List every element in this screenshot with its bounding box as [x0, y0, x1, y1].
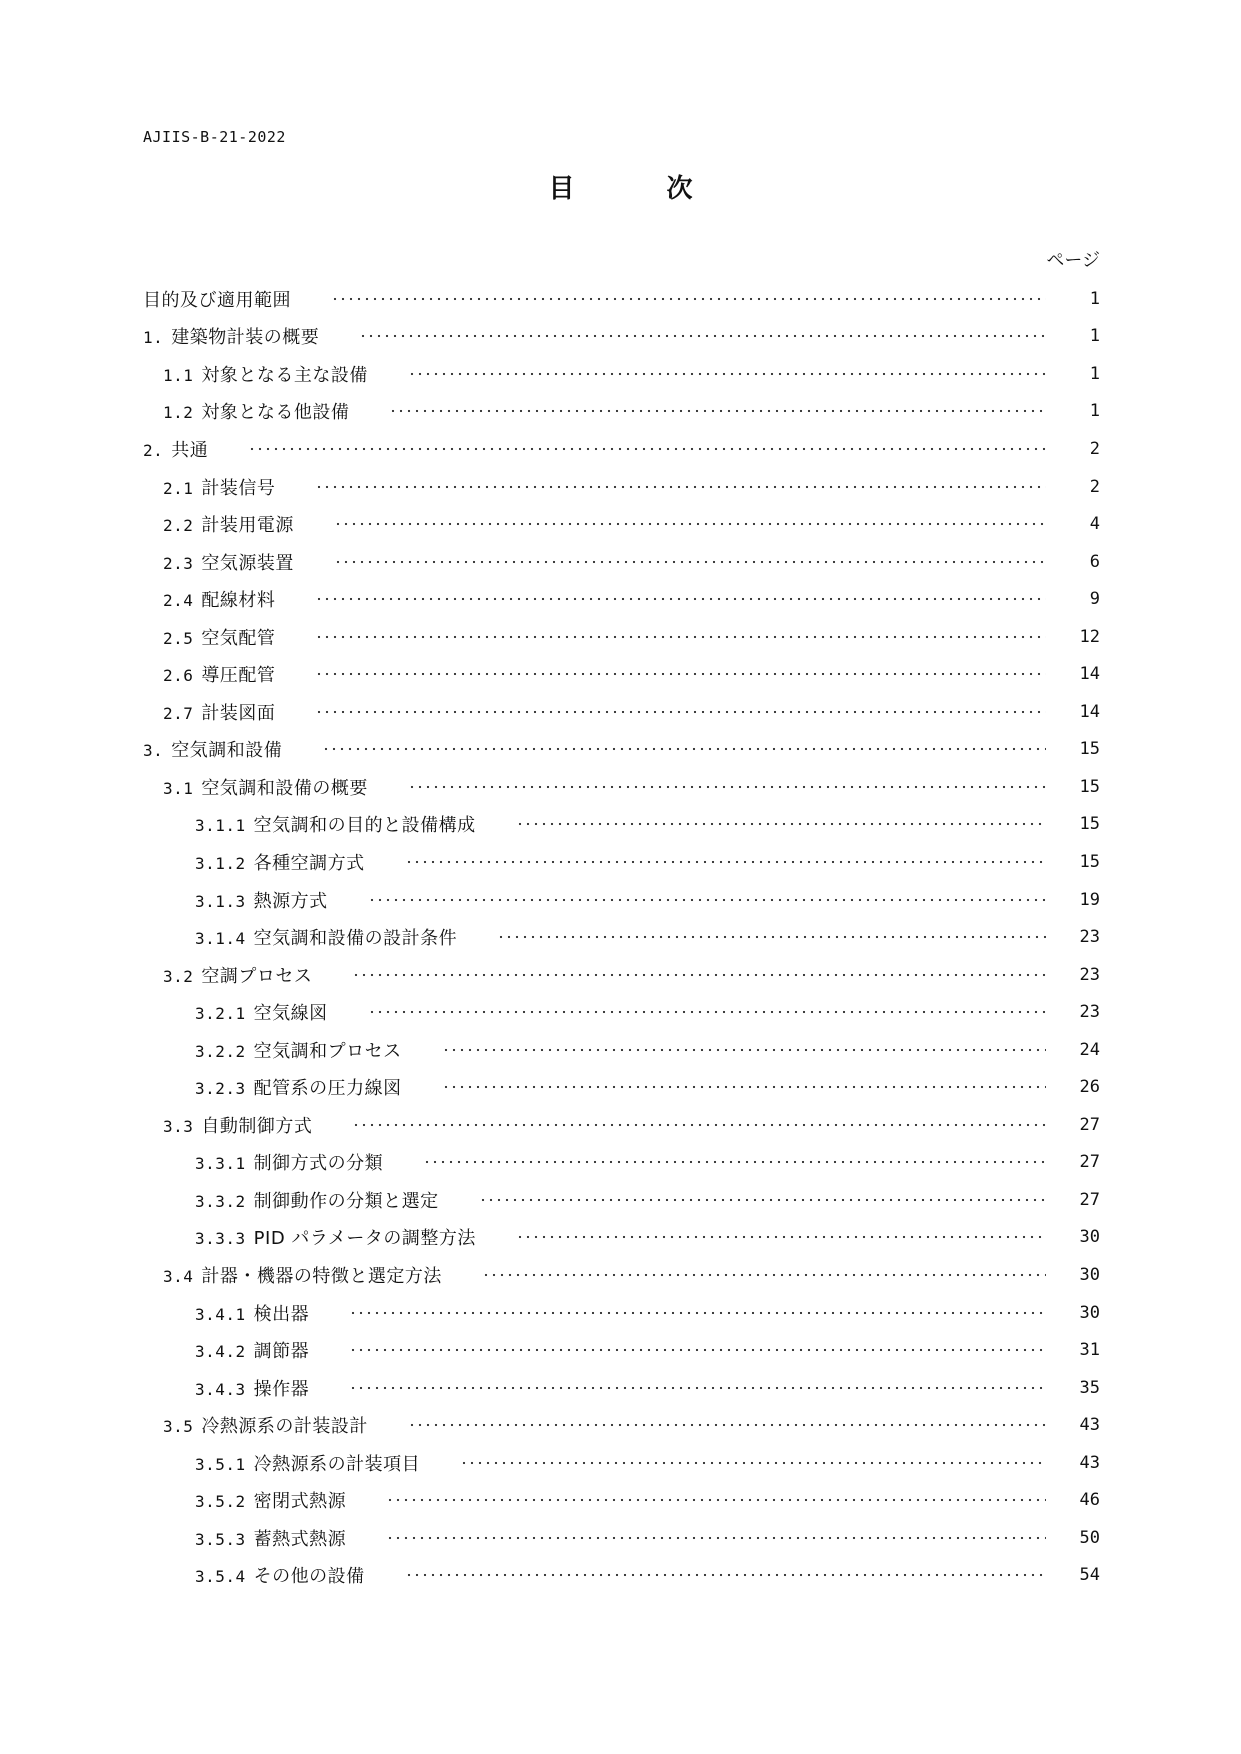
dot-leader [368, 1009, 1046, 1015]
dot-leader [386, 1535, 1046, 1541]
toc-entry-page: 15 [1079, 814, 1100, 835]
toc-entry-label [195, 1525, 346, 1551]
toc-entry[interactable] [143, 1406, 1100, 1444]
toc-entry-page: 23 [1079, 1002, 1100, 1023]
toc-entry[interactable] [143, 393, 1100, 431]
toc-entry-label [143, 323, 319, 349]
toc-entry[interactable] [143, 1331, 1100, 1369]
toc-entry-number: 1. [143, 328, 164, 348]
toc-entry-number: 3.4.1 [195, 1304, 246, 1324]
toc-entry-page: 26 [1079, 1077, 1100, 1098]
toc-entry[interactable] [143, 1031, 1100, 1069]
toc-entry-label [163, 549, 294, 575]
toc-entry-label [195, 849, 365, 875]
dot-leader [405, 1572, 1046, 1578]
toc-entry[interactable] [143, 693, 1100, 731]
toc-entry-number: 3.5.3 [195, 1529, 246, 1549]
toc-entry[interactable] [143, 1482, 1100, 1520]
dot-leader [405, 859, 1046, 865]
toc-entry-page: 2 [1089, 438, 1100, 459]
toc-entry-label [195, 924, 457, 950]
toc-entry-text: 共通 [171, 439, 209, 461]
toc-entry-text: 空気調和設備の概要 [201, 777, 368, 799]
toc-entry-number: 3.2 [163, 966, 194, 986]
toc-entry-label [195, 1074, 402, 1100]
toc-entry-page: 4 [1089, 514, 1100, 535]
toc-entry-label [163, 474, 275, 500]
toc-entry-text: 蓄熱式熱源 [253, 1528, 347, 1550]
toc-entry-number: 3.5.4 [195, 1567, 246, 1587]
toc-entry[interactable] [143, 768, 1100, 806]
toc-entry-number: 3.1.2 [195, 853, 246, 873]
toc-entry-number: 2.4 [163, 591, 194, 611]
dot-leader [315, 709, 1046, 715]
toc-entry-number: 2.7 [163, 703, 194, 723]
toc-entry-text: 計装図面 [201, 702, 276, 724]
toc-entry-label [195, 1224, 476, 1250]
toc-entry-page: 9 [1089, 589, 1100, 610]
toc-entry-text: 制御方式の分類 [253, 1153, 384, 1175]
toc-entry-label [195, 999, 328, 1025]
toc-entry[interactable] [143, 918, 1100, 956]
toc-entry-page: 30 [1079, 1264, 1100, 1285]
toc-entry-label [195, 811, 476, 837]
dot-leader [334, 521, 1046, 527]
toc-entry-label [195, 887, 328, 913]
toc-entry-page: 23 [1079, 964, 1100, 985]
toc-entry-page: 1 [1089, 288, 1100, 309]
toc-entry[interactable] [143, 318, 1100, 356]
toc-entry-page: 14 [1079, 664, 1100, 685]
dot-leader [460, 1460, 1046, 1466]
toc-entry-page: 54 [1079, 1565, 1100, 1586]
toc-entry-page: 2 [1089, 476, 1100, 497]
toc-entry-label [143, 736, 282, 762]
toc-entry-text: 配管系の圧力線図 [253, 1078, 402, 1100]
toc-entry-text: 空気源装置 [201, 552, 294, 574]
toc-entry-text: PID パラメータの調整方法 [253, 1228, 476, 1250]
toc-entry-page: 19 [1079, 889, 1100, 910]
toc-entry[interactable] [143, 881, 1100, 919]
dot-leader [516, 1234, 1046, 1240]
dot-leader [352, 1122, 1046, 1128]
dot-leader [497, 934, 1046, 940]
toc-entry-number: 3.4.3 [195, 1379, 246, 1399]
toc-entry-number: 3.1.3 [195, 891, 246, 911]
title-char-1: 目 [548, 174, 575, 204]
dot-leader [349, 1385, 1046, 1391]
document-code: AJIIS-B-21-2022 [143, 128, 286, 146]
toc-entry-number: 3.1 [163, 778, 194, 798]
dot-leader [389, 408, 1046, 414]
toc-entry[interactable] [143, 505, 1100, 543]
dot-leader [482, 1272, 1046, 1278]
toc-entry[interactable] [143, 806, 1100, 844]
toc-entry-page: 12 [1079, 626, 1100, 647]
toc-entry-page: 1 [1089, 363, 1100, 384]
dot-leader [315, 671, 1046, 677]
toc-entry-page: 15 [1079, 851, 1100, 872]
toc-entry-number: 1.1 [163, 365, 194, 385]
toc-entry-text: 計装用電源 [201, 515, 294, 537]
toc-entry-page: 1 [1089, 326, 1100, 347]
toc-entry-text: 空気調和の目的と設備構成 [253, 815, 476, 837]
toc-entry-text: 空気調和設備 [171, 740, 283, 762]
toc-entry-label [163, 1112, 312, 1138]
dot-leader [408, 371, 1046, 377]
toc-entry-text: 熱源方式 [253, 890, 328, 912]
dot-leader [423, 1159, 1046, 1165]
toc-entry-number: 3.2.1 [195, 1004, 246, 1024]
toc-entry-label [195, 1562, 365, 1588]
toc-entry-label [163, 511, 294, 537]
toc-entry-number: 2.5 [163, 628, 194, 648]
dot-leader [368, 897, 1046, 903]
toc-entry[interactable] [143, 355, 1100, 393]
toc-entry-number: 3.3.1 [195, 1154, 246, 1174]
toc-entry-label [143, 436, 208, 462]
toc-entry-label [195, 1149, 383, 1175]
toc-entry-number: 2.6 [163, 666, 194, 686]
toc-entry-page: 23 [1079, 927, 1100, 948]
toc-entry-text: 操作器 [253, 1378, 310, 1400]
toc-entry-number: 3.5 [163, 1417, 194, 1437]
toc-entry-text: 空気調和プロセス [253, 1040, 402, 1062]
toc-entry[interactable] [143, 1219, 1100, 1257]
toc-entry-text: 空気配管 [201, 627, 276, 649]
toc-entry-text: 配線材料 [201, 590, 276, 612]
dot-leader [349, 1347, 1046, 1353]
toc-entry-number: 3. [143, 741, 164, 761]
toc-entry[interactable] [143, 1181, 1100, 1219]
toc-entry[interactable] [143, 843, 1100, 881]
dot-leader [334, 559, 1046, 565]
toc-entry-label [163, 624, 275, 650]
toc-entry-page: 30 [1079, 1227, 1100, 1248]
toc-entry-page: 27 [1079, 1114, 1100, 1135]
toc-entry-label [163, 1412, 368, 1438]
toc-entry[interactable] [143, 993, 1100, 1031]
toc-entry-number: 3.1.4 [195, 929, 246, 949]
toc-entry-text: 対象となる主な設備 [201, 364, 368, 386]
toc-entry[interactable] [143, 1068, 1100, 1106]
toc-entry-text: その他の設備 [253, 1566, 365, 1588]
toc-entry-page: 35 [1079, 1377, 1100, 1398]
toc-entry-text: 検出器 [253, 1303, 310, 1325]
dot-leader [479, 1197, 1046, 1203]
toc-entry[interactable] [143, 430, 1100, 468]
toc-entry-text: 建築物計装の概要 [171, 327, 320, 349]
toc-entry-text: 計装信号 [201, 477, 276, 499]
toc-entry[interactable] [143, 543, 1100, 581]
toc-entry-number: 2. [143, 440, 164, 460]
page-column-header: ページ [1046, 250, 1100, 271]
toc-entry-text: 目的及び適用範囲 [143, 289, 291, 311]
toc-entry-number: 2.2 [163, 516, 194, 536]
toc-entry-label [195, 1037, 402, 1063]
toc-entry[interactable] [143, 1369, 1100, 1407]
toc-entry-label [195, 1300, 309, 1326]
table-of-contents [143, 280, 1100, 1594]
dot-leader [315, 484, 1046, 490]
toc-entry-label [163, 1262, 442, 1288]
toc-entry-number: 3.2.2 [195, 1041, 246, 1061]
toc-entry-text: 各種空調方式 [253, 852, 365, 874]
toc-entry[interactable] [143, 1256, 1100, 1294]
toc-entry-label [163, 586, 275, 612]
toc-entry-label [195, 1375, 309, 1401]
dot-leader [349, 1310, 1046, 1316]
toc-entry-label [163, 774, 368, 800]
toc-entry-page: 6 [1089, 551, 1100, 572]
toc-entry-number: 3.1.1 [195, 816, 246, 836]
toc-entry-label [195, 1187, 439, 1213]
dot-leader [442, 1047, 1046, 1053]
toc-entry[interactable] [143, 1106, 1100, 1144]
toc-entry[interactable] [143, 1519, 1100, 1557]
dot-leader [442, 1084, 1046, 1090]
toc-entry-number: 3.5.1 [195, 1454, 246, 1474]
toc-entry-page: 15 [1079, 739, 1100, 760]
toc-entry-text: 冷熱源系の計装項目 [253, 1453, 421, 1475]
toc-entry-page: 46 [1079, 1490, 1100, 1511]
toc-entry-number: 3.4 [163, 1266, 194, 1286]
toc-entry-page: 27 [1079, 1152, 1100, 1173]
toc-entry-number: 3.3 [163, 1116, 194, 1136]
toc-entry[interactable] [143, 1444, 1100, 1482]
toc-entry-number: 2.3 [163, 553, 194, 573]
toc-entry[interactable] [143, 280, 1100, 318]
dot-leader [386, 1497, 1046, 1503]
toc-entry[interactable] [143, 618, 1100, 656]
dot-leader [359, 333, 1046, 339]
toc-entry-page: 24 [1079, 1039, 1100, 1060]
toc-entry-text: 空気調和設備の設計条件 [253, 928, 458, 950]
toc-entry-label [195, 1487, 346, 1513]
toc-entry-page: 27 [1079, 1189, 1100, 1210]
toc-entry[interactable] [143, 956, 1100, 994]
toc-entry-text: 制御動作の分類と選定 [253, 1190, 439, 1212]
toc-entry-number: 3.4.2 [195, 1342, 246, 1362]
toc-entry-label [163, 361, 368, 387]
toc-entry[interactable] [143, 731, 1100, 769]
dot-leader [315, 596, 1046, 602]
toc-entry[interactable] [143, 1557, 1100, 1595]
toc-entry-page: 43 [1079, 1452, 1100, 1473]
toc-entry[interactable] [143, 1144, 1100, 1182]
toc-entry-text: 計器・機器の特徴と選定方法 [201, 1265, 442, 1287]
dot-leader [408, 1422, 1046, 1428]
toc-entry-number: 3.2.3 [195, 1079, 246, 1099]
toc-entry[interactable] [143, 580, 1100, 618]
toc-entry-page: 43 [1079, 1415, 1100, 1436]
toc-entry-text: 調節器 [253, 1341, 310, 1363]
toc-entry-page: 50 [1079, 1527, 1100, 1548]
dot-leader [248, 446, 1046, 452]
toc-entry-number: 3.3.3 [195, 1229, 246, 1249]
toc-entry-text: 冷熱源系の計装設計 [201, 1416, 368, 1438]
toc-entry-page: 15 [1079, 776, 1100, 797]
toc-entry-number: 2.1 [163, 478, 194, 498]
dot-leader [331, 296, 1046, 302]
toc-entry-page: 31 [1079, 1340, 1100, 1361]
toc-entry-page: 14 [1079, 701, 1100, 722]
toc-entry-label [195, 1450, 420, 1476]
toc-entry-number: 3.5.2 [195, 1492, 246, 1512]
toc-entry-number: 1.2 [163, 403, 194, 423]
toc-entry-page: 30 [1079, 1302, 1100, 1323]
toc-entry-label [163, 661, 275, 687]
dot-leader [408, 784, 1046, 790]
toc-entry[interactable] [143, 1294, 1100, 1332]
toc-entry-text: 導圧配管 [201, 665, 276, 687]
dot-leader [322, 746, 1046, 752]
toc-entry-label [163, 962, 312, 988]
toc-entry-text: 自動制御方式 [201, 1115, 313, 1137]
dot-leader [352, 972, 1046, 978]
title-char-2: 次 [666, 174, 693, 204]
toc-entry-text: 空気線図 [253, 1003, 328, 1025]
dot-leader [315, 634, 1046, 640]
toc-entry-text: 密閉式熱源 [253, 1491, 347, 1513]
toc-entry-label [163, 398, 349, 424]
toc-entry-label [143, 286, 291, 312]
toc-entry-number: 3.3.2 [195, 1191, 246, 1211]
toc-entry-page: 1 [1089, 401, 1100, 422]
toc-entry[interactable] [143, 468, 1100, 506]
toc-entry-label [163, 699, 275, 725]
toc-entry-label [195, 1337, 309, 1363]
dot-leader [516, 821, 1046, 827]
page-title [0, 168, 1241, 205]
toc-entry-text: 対象となる他設備 [201, 402, 350, 424]
toc-entry-text: 空調プロセス [201, 965, 313, 987]
toc-entry[interactable] [143, 655, 1100, 693]
